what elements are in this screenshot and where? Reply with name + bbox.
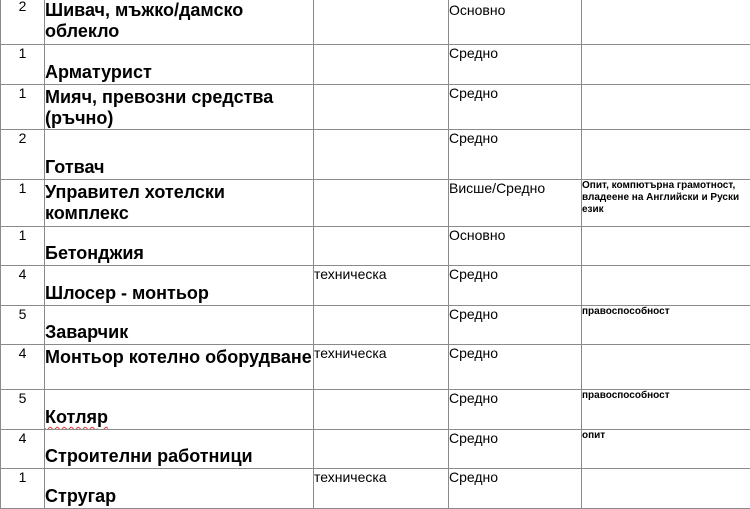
specialty-cell	[314, 430, 449, 469]
vacancy-count: 1	[1, 227, 45, 266]
table-row	[1, 130, 750, 180]
specialty-cell: техническа	[314, 345, 449, 390]
position-name: Стругар	[45, 469, 314, 509]
position-name: Мияч, превозни средства (ръчно)	[45, 85, 314, 130]
position-name: Шлосер - монтьор	[45, 266, 314, 306]
table-row	[1, 430, 750, 469]
requirements-cell	[582, 266, 750, 306]
requirements-cell	[582, 0, 750, 45]
specialty-cell	[314, 45, 449, 85]
vacancy-count: 1	[1, 469, 45, 509]
vacancy-count: 1	[1, 85, 45, 130]
position-name: Готвач	[45, 130, 314, 180]
table-row	[1, 227, 750, 266]
education-cell: Средно	[449, 469, 582, 509]
specialty-cell	[314, 180, 449, 227]
education-cell: Средно	[449, 430, 582, 469]
vacancy-count: 2	[1, 130, 45, 180]
table-row	[1, 345, 750, 390]
table-row	[1, 306, 750, 345]
vacancy-count: 2	[1, 0, 45, 45]
vacancy-count: 4	[1, 430, 45, 469]
specialty-cell	[314, 130, 449, 180]
table-row	[1, 0, 750, 45]
position-name: Заварчик	[45, 306, 314, 345]
requirements-cell	[582, 469, 750, 509]
requirements-cell	[582, 227, 750, 266]
vacancy-count: 1	[1, 45, 45, 85]
vacancy-count: 4	[1, 345, 45, 390]
specialty-cell	[314, 0, 449, 45]
position-name: Бетонджия	[45, 227, 314, 266]
position-name: Строителни работници	[45, 430, 314, 469]
education-cell: Висше/Средно	[449, 180, 582, 227]
table-row	[1, 390, 750, 430]
requirements-cell	[582, 130, 750, 180]
requirements-cell	[582, 45, 750, 85]
requirements-cell: правоспособност	[582, 306, 750, 345]
education-cell: Средно	[449, 345, 582, 390]
position-name: Монтьор котелно оборудване	[45, 345, 314, 390]
education-cell: Средно	[449, 85, 582, 130]
requirements-cell: Опит, компютърна грамотност, владеене на Английски и Руски език	[582, 180, 750, 227]
table-row	[1, 469, 750, 509]
table-row	[1, 85, 750, 130]
position-name: Управител хотелски комплекс	[45, 180, 314, 227]
education-cell: Средно	[449, 45, 582, 85]
requirements-cell: правоспособност	[582, 390, 750, 430]
education-cell: Средно	[449, 390, 582, 430]
specialty-cell	[314, 306, 449, 345]
position-name	[45, 390, 314, 430]
requirements-cell	[582, 85, 750, 130]
education-cell: Средно	[449, 130, 582, 180]
vacancy-count: 4	[1, 266, 45, 306]
education-cell: Средно	[449, 306, 582, 345]
specialty-cell	[314, 227, 449, 266]
requirements-cell	[582, 345, 750, 390]
specialty-cell	[314, 85, 449, 130]
vacancy-count: 5	[1, 306, 45, 345]
table-row	[1, 266, 750, 306]
requirements-cell: опит	[582, 430, 750, 469]
table-row	[1, 45, 750, 85]
table-row	[1, 180, 750, 227]
specialty-cell: техническа	[314, 266, 449, 306]
specialty-cell: техническа	[314, 469, 449, 509]
vacancy-count: 1	[1, 180, 45, 227]
position-name: Шивач, мъжко/дамско облекло	[45, 0, 314, 45]
vacancy-count: 5	[1, 390, 45, 430]
education-cell: Основно	[449, 227, 582, 266]
specialty-cell	[314, 390, 449, 430]
education-cell: Средно	[449, 266, 582, 306]
spellcheck-underline: Котляр	[45, 407, 108, 427]
education-cell: Основно	[449, 0, 582, 45]
position-name: Арматурист	[45, 45, 314, 85]
